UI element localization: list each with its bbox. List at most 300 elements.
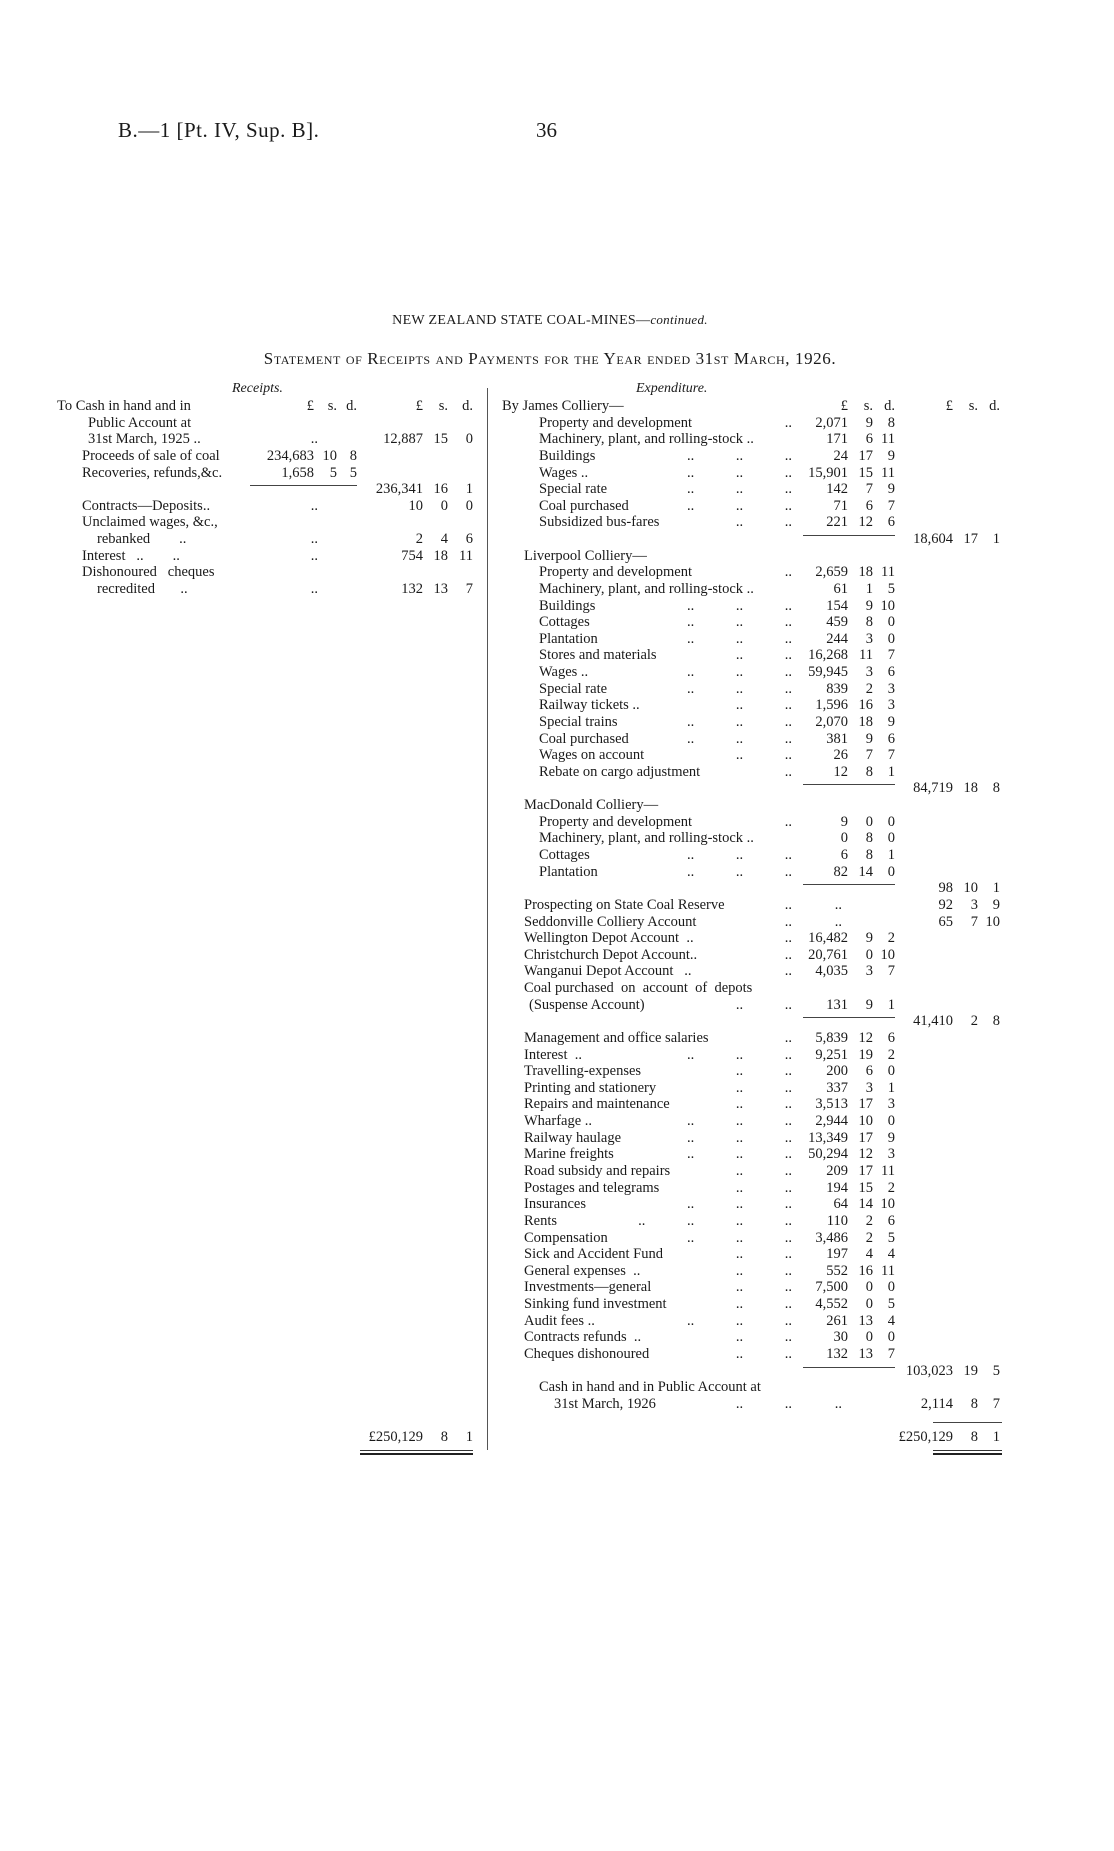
c1-pounds-value: 4,552: [815, 1296, 848, 1313]
c1-shillings-value: 5: [329, 464, 337, 481]
row-label: Coal purchased: [539, 730, 629, 747]
c1-pence-value: 7: [887, 963, 895, 980]
leader-dots: .. ..: [735, 1079, 792, 1096]
expenditure-row: [0, 398, 1114, 415]
row-label: Public Account at: [88, 414, 192, 431]
c1-pence-value: 7: [887, 747, 895, 764]
c1-pence-value: 10: [880, 946, 895, 963]
leader-dots: ..: [784, 564, 792, 581]
c1-pounds-value: 221: [826, 514, 848, 531]
c2-shillings-value: 17: [963, 531, 978, 548]
row-label: To Cash in hand and in: [57, 398, 191, 414]
c2-shillings-value: 16: [433, 481, 448, 498]
c2-pounds-value: 65: [938, 913, 953, 930]
row-label: Cottages: [539, 614, 590, 631]
c1-pence-value: 6: [887, 1029, 895, 1046]
c1-shillings-value: 6: [865, 1063, 873, 1080]
leader-dots: .. ..: [735, 747, 792, 764]
expenditure-row: [0, 780, 1114, 797]
expenditure-row: [0, 1047, 1114, 1064]
expenditure-row: [0, 1346, 1114, 1363]
c1-pence-value: d.: [346, 398, 357, 414]
leader-dots: ..: [784, 763, 792, 780]
c2-pence-value: 1: [992, 531, 1000, 548]
c1-pence-value: 3: [887, 1146, 895, 1163]
c1-pounds-value: 50,294: [808, 1146, 848, 1163]
row-label: Rents: [524, 1212, 558, 1229]
expenditure-row: [0, 731, 1114, 748]
row-label: Wages on account: [539, 747, 645, 764]
expenditure-row: [0, 548, 1114, 565]
c1-pounds-value: 64: [833, 1196, 848, 1213]
leader-dots: ..: [310, 497, 318, 514]
c1-pence-value: 6: [887, 514, 895, 531]
expenditure-row: [0, 681, 1114, 698]
expenditure-row: [0, 864, 1114, 881]
c1-shillings-value: 0: [865, 1279, 873, 1296]
c1-pounds-value: 194: [826, 1179, 848, 1196]
row-label: Sinking fund investment: [524, 1296, 667, 1313]
c1-pence-value: 9: [887, 1129, 895, 1146]
row-label: Compensation: [524, 1229, 608, 1246]
expenditure-row: [0, 980, 1114, 997]
leader-dots: .. .. ..: [687, 1229, 792, 1246]
c1-shillings-value: 17: [858, 1162, 873, 1179]
leader-dots: .. ..: [735, 1296, 792, 1313]
expenditure-row: [0, 1063, 1114, 1080]
c1-shillings-value: 17: [858, 1096, 873, 1113]
row-label: Wanganui Depot Account ..: [524, 963, 692, 980]
c1-pence-value: 0: [887, 630, 895, 647]
c1-pence-value: 9: [887, 447, 895, 464]
row-label: Road subsidy and repairs: [524, 1162, 671, 1179]
leader-dots: ..: [784, 946, 792, 963]
c1-pounds-value: 1,658: [281, 464, 314, 481]
c1-pence-value: 3: [887, 1096, 895, 1113]
c2-pounds-value: 754: [401, 547, 423, 564]
row-label: Dishonoured cheques: [82, 564, 215, 581]
leader-dots: .. .. ..: [687, 447, 792, 464]
expenditure-row: [0, 1379, 1114, 1396]
c1-shillings-value: 1: [865, 580, 873, 597]
row-label: Marine freights: [524, 1146, 614, 1163]
grand-total-pounds: £250,129: [368, 1429, 423, 1446]
expenditure-row: [0, 581, 1114, 598]
c1-pounds-value: 142: [826, 481, 848, 498]
expenditure-row: [0, 1263, 1114, 1280]
c1-pounds-value: 1,596: [815, 697, 848, 714]
grand-total-shillings: 8: [440, 1429, 448, 1446]
c1-pounds-value: £: [306, 398, 314, 414]
c1-pounds-value: 9,251: [815, 1046, 848, 1063]
leader-dots: ..: [784, 963, 792, 980]
c2-shillings-value: 18: [433, 547, 448, 564]
c1-shillings-value: 2: [865, 1212, 873, 1229]
c1-pounds-value: 4,035: [815, 963, 848, 980]
c1-pence-value: 0: [887, 614, 895, 631]
leader-dots: .. .. ..: [687, 497, 792, 514]
expenditure-row: [0, 930, 1114, 947]
expenditure-row: [0, 1396, 1114, 1413]
leader-dots: .. ..: [735, 1179, 792, 1196]
c1-shillings-value: 12: [858, 1146, 873, 1163]
document-title: [0, 312, 1100, 329]
expenditure-row: [0, 947, 1114, 964]
c2-shillings-value: 10: [963, 880, 978, 897]
c1-pence-value: 3: [887, 680, 895, 697]
c1-pounds-value: 82: [833, 863, 848, 880]
row-label: Machinery, plant, and rolling-stock ..: [539, 580, 754, 597]
page-number: 36: [536, 118, 557, 142]
subtotal-rule: [803, 1367, 895, 1368]
c1-shillings-value: 8: [865, 614, 873, 631]
row-label: Seddonville Colliery Account: [524, 913, 697, 930]
receipts-heading: Receipts.: [232, 381, 283, 396]
c1-pence-value: 0: [887, 1113, 895, 1130]
c1-pence-value: 6: [887, 730, 895, 747]
row-label: Railway tickets ..: [539, 697, 640, 714]
row-label: Travelling-expenses: [524, 1063, 642, 1080]
c1-pounds-value: 2,070: [815, 713, 848, 730]
c1-pounds-value: 16,482: [808, 930, 848, 947]
expenditure-row: [0, 847, 1114, 864]
expenditure-row: [0, 1329, 1114, 1346]
expenditure-row: [0, 498, 1114, 515]
expenditure-row: [0, 647, 1114, 664]
c1-shillings-value: 17: [858, 1129, 873, 1146]
c1-shillings-value: 16: [858, 697, 873, 714]
c1-pounds-value: 61: [833, 580, 848, 597]
c1-pence-value: 0: [887, 830, 895, 847]
leader-dots: .. ..: [735, 1395, 792, 1412]
leader-dots: ..: [784, 913, 792, 930]
subtotal-rule: [803, 884, 895, 885]
row-label: Wellington Depot Account ..: [524, 930, 694, 947]
leader-dots: .. ..: [735, 1096, 792, 1113]
expenditure-row: [0, 1130, 1114, 1147]
c1-shillings-value: 8: [865, 847, 873, 863]
row-label: Property and development: [539, 564, 693, 581]
c1-shillings-value: s.: [327, 398, 337, 414]
statement-subtitle: Statement of Receipts and Payments for the Year ended 31st March, 1926.: [263, 349, 837, 368]
c1-pence-value: 5: [887, 580, 895, 597]
c1-shillings-value: 0: [865, 813, 873, 830]
c2-pence-value: 7: [465, 580, 473, 597]
expenditure-row: [0, 797, 1114, 814]
c2-shillings-value: 7: [970, 913, 978, 930]
c1-pence-value: 11: [881, 564, 895, 581]
c2-pounds-value: 12,887: [383, 431, 423, 448]
expenditure-row: [0, 664, 1114, 681]
c1-shillings-value: 18: [858, 564, 873, 581]
c2-pounds-value: 98: [938, 880, 953, 897]
c1-pounds-value: 0: [840, 830, 848, 847]
grand-total-double-rule: [933, 1450, 1002, 1455]
c1-shillings-value: 0: [865, 1296, 873, 1313]
leader-dots: .. ..: [735, 1279, 792, 1296]
c2-pounds-value: 92: [938, 896, 953, 913]
c1-pence-value: 4: [887, 1246, 895, 1263]
c1-pence-value: 1: [887, 847, 895, 863]
c1-pence-value: 7: [887, 1345, 895, 1362]
c1-shillings-value: 3: [865, 630, 873, 647]
row-label: Plantation: [539, 863, 598, 880]
expenditure-row: [0, 1196, 1114, 1213]
title-main: NEW ZEALAND STATE COAL-MINES—: [392, 313, 651, 328]
c1-pounds-value: 132: [826, 1345, 848, 1362]
expenditure-row: [0, 697, 1114, 714]
c1-shillings-value: 12: [858, 514, 873, 531]
c1-pence-value: 9: [887, 481, 895, 498]
row-label: Wages ..: [539, 664, 589, 681]
c1-shillings-value: 15: [858, 464, 873, 481]
document-reference: B.—1 [Pt. IV, Sup. B].: [118, 118, 320, 142]
c1-pence-value: 6: [887, 664, 895, 681]
expenditure-row: [0, 747, 1114, 764]
total-rule: [933, 1422, 1002, 1423]
c1-shillings-value: 19: [858, 1046, 873, 1063]
c2-shillings-value: 4: [440, 531, 448, 548]
c1-pence-value: 8: [887, 414, 895, 431]
leader-dots: .. .. ..: [687, 713, 792, 730]
row-label: Property and development: [539, 813, 693, 830]
c1-pence-value: 11: [881, 1162, 895, 1179]
c1-pence-value: 5: [349, 464, 357, 481]
c1-shillings-value: 8: [865, 763, 873, 780]
expenditure-row: [0, 1412, 1114, 1429]
leader-dots: ..: [310, 531, 318, 548]
c1-shillings-value: 12: [858, 1029, 873, 1046]
c1-shillings-value: 0: [865, 1329, 873, 1346]
row-label: (Suspense Account): [529, 996, 645, 1013]
row-label: Coal purchased on account of depots: [524, 980, 753, 997]
c1-shillings-value: 9: [865, 930, 873, 947]
expenditure-row: [0, 1030, 1114, 1047]
c1-pence-value: 11: [881, 464, 895, 481]
c1-pence-value: 0: [887, 1279, 895, 1296]
c2-pence-value: 1: [992, 880, 1000, 897]
c2-pence-value: d.: [989, 398, 1000, 414]
c2-pence-value: 8: [992, 780, 1000, 797]
c2-pounds-value: 103,023: [905, 1362, 953, 1379]
c1-shillings-value: 4: [865, 1246, 873, 1263]
expenditure-row: [0, 431, 1114, 448]
row-label: Christchurch Depot Account..: [524, 946, 698, 963]
c2-pounds-value: 236,341: [375, 481, 423, 498]
c1-pence-value: 3: [887, 697, 895, 714]
leader-dots: .. .. ..: [687, 863, 792, 880]
c1-pounds-value: 200: [826, 1063, 848, 1080]
expenditure-row: [0, 764, 1114, 781]
c2-pence-value: 0: [465, 431, 473, 448]
leader-dots: ..: [310, 431, 318, 448]
c1-pounds-value: 244: [826, 630, 848, 647]
c1-pence-value: 10: [880, 597, 895, 614]
row-label: Management and office salaries: [524, 1029, 709, 1046]
c1-pence-value: 7: [887, 497, 895, 514]
c2-shillings-value: s.: [968, 398, 978, 414]
row-label: General expenses ..: [524, 1262, 641, 1279]
c1-pounds-value: 12: [833, 763, 848, 780]
row-label: Machinery, plant, and rolling-stock ..: [539, 431, 754, 448]
expenditure-row: [0, 714, 1114, 731]
leader-dots: ..: [310, 547, 318, 564]
c1-pounds-value: 3,486: [815, 1229, 848, 1246]
leader-dots: .. .. ..: [687, 597, 792, 614]
c1-shillings-value: 14: [858, 863, 873, 880]
leader-dots: .. .. ..: [687, 680, 792, 697]
expenditure-row: [0, 963, 1114, 980]
c1-pence-value: 11: [881, 431, 895, 448]
expenditure-row: [0, 997, 1114, 1014]
expenditure-row: [0, 1363, 1114, 1380]
leader-dots: .. .. ..: [687, 481, 792, 498]
c1-shillings-value: 8: [865, 830, 873, 847]
c1-pounds-value: ..: [834, 896, 842, 913]
c2-pounds-value: 132: [401, 580, 423, 597]
c1-shillings-value: 0: [865, 946, 873, 963]
row-label: Interest .. ..: [82, 547, 180, 564]
leader-dots: .. ..: [735, 996, 792, 1013]
leader-dots: .. .. ..: [687, 630, 792, 647]
leader-dots: ..: [784, 896, 792, 913]
row-label: Sick and Accident Fund: [524, 1246, 663, 1263]
leader-dots: .. .. ..: [687, 614, 792, 631]
c2-pence-value: d.: [462, 398, 473, 414]
row-label: Cottages: [539, 847, 590, 863]
leader-dots: .. .. ..: [687, 1312, 792, 1329]
row-label: Special rate: [539, 680, 608, 697]
c1-pounds-value: 26: [833, 747, 848, 764]
leader-dots: .. .. ..: [687, 1129, 792, 1146]
c2-pounds-value: 41,410: [913, 1013, 953, 1030]
leader-dots: .. .. ..: [687, 730, 792, 747]
c1-shillings-value: 2: [865, 680, 873, 697]
c1-pence-value: 10: [880, 1196, 895, 1213]
grand-total-shillings: 8: [970, 1429, 978, 1446]
expenditure-row: [0, 564, 1114, 581]
c2-shillings-value: 13: [433, 580, 448, 597]
c1-shillings-value: 9: [865, 414, 873, 431]
c1-shillings-value: 9: [865, 996, 873, 1013]
c2-shillings-value: 15: [433, 431, 448, 448]
c1-pounds-value: 59,945: [808, 664, 848, 681]
c2-shillings-value: 2: [970, 1013, 978, 1030]
expenditure-row: [0, 914, 1114, 931]
row-label: Liverpool Colliery—: [524, 547, 647, 564]
c1-pence-value: 5: [887, 1229, 895, 1246]
c1-shillings-value: 3: [865, 1079, 873, 1096]
c2-pence-value: 0: [465, 497, 473, 514]
subtotal-rule: [803, 784, 895, 785]
row-label: Stores and materials: [539, 647, 657, 664]
leader-dots: .. .. .. ..: [638, 1212, 792, 1229]
leader-dots: .. ..: [735, 1262, 792, 1279]
expenditure-row: [0, 1230, 1114, 1247]
leader-dots: .. ..: [735, 1246, 792, 1263]
c2-pounds-value: 18,604: [913, 531, 953, 548]
row-label: Interest ..: [524, 1046, 582, 1063]
row-label: Subsidized bus-fares: [539, 514, 660, 531]
leader-dots: ..: [784, 930, 792, 947]
row-label: Unclaimed wages, &c.,: [82, 514, 218, 531]
row-label: Postages and telegrams: [524, 1179, 660, 1196]
c1-shillings-value: 9: [865, 597, 873, 614]
row-label: recredited ..: [97, 580, 188, 597]
c1-shillings-value: 9: [865, 730, 873, 747]
row-label: Special trains: [539, 713, 618, 730]
leader-dots: ..: [784, 813, 792, 830]
leader-dots: .. .. ..: [687, 1113, 792, 1130]
c2-pence-value: 1: [465, 481, 473, 498]
expenditure-row: [0, 1296, 1114, 1313]
c1-pounds-value: 337: [826, 1079, 848, 1096]
c2-shillings-value: 0: [440, 497, 448, 514]
expenditure-row: [0, 448, 1114, 465]
c1-shillings-value: 16: [858, 1262, 873, 1279]
c2-pounds-value: 2,114: [920, 1395, 953, 1412]
c1-pence-value: 0: [887, 1063, 895, 1080]
expenditure-row: [0, 415, 1114, 432]
grand-total-pence: 1: [992, 1429, 1000, 1446]
row-label: Wharfage ..: [524, 1113, 593, 1130]
c1-pence-value: 0: [887, 1329, 895, 1346]
grand-total-pounds: £250,129: [898, 1429, 953, 1446]
c2-pounds-value: £: [945, 398, 953, 414]
c1-pence-value: d.: [884, 398, 895, 414]
expenditure-row: [0, 1180, 1114, 1197]
row-label: Proceeds of sale of coal: [82, 447, 220, 464]
c1-pence-value: 8: [349, 447, 357, 464]
row-label: Recoveries, refunds,&c.: [82, 464, 223, 481]
row-label: Special rate: [539, 481, 608, 498]
leader-dots: ..: [784, 1029, 792, 1046]
expenditure-row: [0, 897, 1114, 914]
grand-total-pence: 1: [465, 1429, 473, 1446]
c2-shillings-value: s.: [438, 398, 448, 414]
expenditure-row: [0, 465, 1114, 482]
c1-pounds-value: 261: [826, 1312, 848, 1329]
expenditure-row: [0, 531, 1114, 548]
c1-pence-value: 0: [887, 863, 895, 880]
leader-dots: .. ..: [735, 697, 792, 714]
row-label: rebanked ..: [97, 531, 187, 548]
leader-dots: ..: [784, 414, 792, 431]
row-label: Investments—general: [524, 1279, 652, 1296]
c1-shillings-value: 6: [865, 431, 873, 448]
c1-pence-value: 6: [887, 1212, 895, 1229]
subtotal-rule: [803, 535, 895, 536]
expenditure-row: [0, 880, 1114, 897]
row-label: Printing and stationery: [524, 1079, 657, 1096]
c1-pounds-value: 16,268: [808, 647, 848, 664]
grand-total-double-rule: [360, 1450, 473, 1455]
row-label: 31st March, 1925 ..: [88, 431, 201, 448]
c1-shillings-value: 13: [858, 1345, 873, 1362]
row-label: MacDonald Colliery—: [524, 797, 659, 814]
leader-dots: .. ..: [735, 1063, 792, 1080]
expenditure-row: [0, 814, 1114, 831]
expenditure-row: [0, 1113, 1114, 1130]
expenditure-row: [0, 1313, 1114, 1330]
c1-pounds-value: 234,683: [266, 447, 314, 464]
row-label: Cheques dishonoured: [524, 1345, 650, 1362]
expenditure-heading: Expenditure.: [636, 381, 708, 396]
expenditure-row: [0, 1163, 1114, 1180]
c2-pence-value: 11: [459, 547, 473, 564]
row-label: Property and development: [539, 414, 693, 431]
c1-pounds-value: 381: [826, 730, 848, 747]
